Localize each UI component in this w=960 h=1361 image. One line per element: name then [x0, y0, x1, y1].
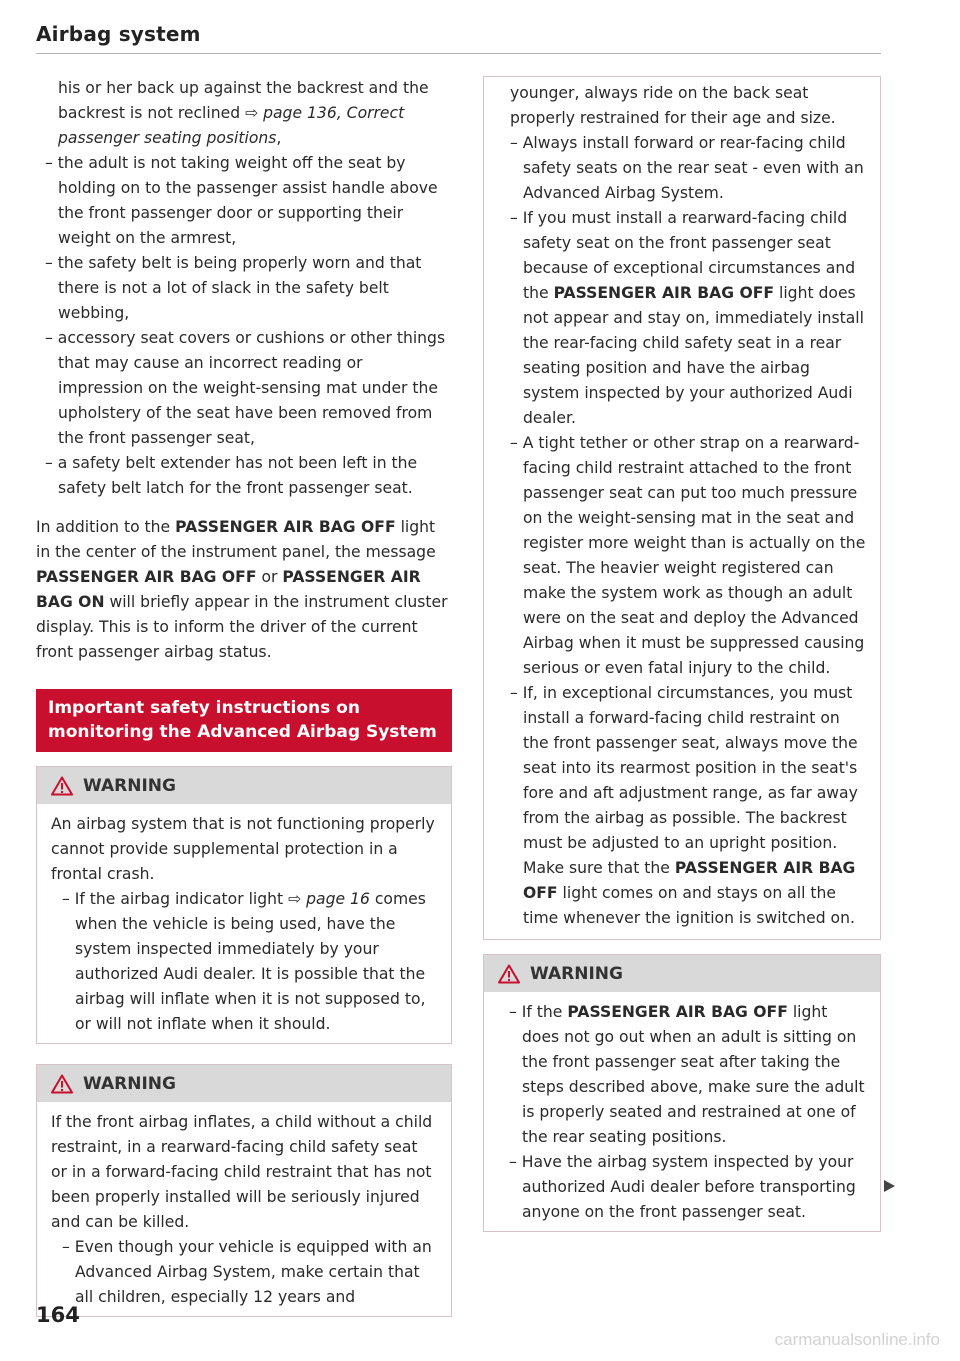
- punctuation: ,: [276, 129, 282, 147]
- warning-item-text: Have the airbag system inspected by your authorized Audi dealer before transporting anyone on the front passenger seat.: [521, 1153, 856, 1221]
- warning-box: [483, 954, 881, 1232]
- warning-list-item: – If the airbag indicator light ⇨ page 16 comes when the vehicle is being used, have the system inspected immediately by your authorized Audi dealer. It is possible that the airbag will inflate when it is not supposed to, or will not inflate when it should.: [62, 890, 426, 1033]
- header-rule: [36, 53, 881, 54]
- bold-label: PASSENGER AIR BAG OFF: [523, 859, 856, 902]
- warning-list-item: – A tight tether or other strap on a rearward-facing child restraint attached to the front passenger seat can put too much pressure on the weight-sensing mat in the seat and register more weight than is actually on the seat. The heavier weight registered can make the system work as though an adult were on the seat and deploy the Advanced Airbag when it must be suppressed causing serious or even fatal injury to the child.: [510, 434, 866, 677]
- page-reference-link[interactable]: ⇨ page 136, Correct passenger seating positions: [58, 104, 405, 147]
- right-column: [483, 76, 881, 1252]
- status-paragraph: [36, 515, 452, 665]
- watermark: carmanualsonline.info: [774, 1330, 940, 1349]
- warning-list-item: – If the PASSENGER AIR BAG OFF light does not go out when an adult is sitting on the front passenger seat after taking the steps described above, make sure the adult is properly seated and restrained at one of the rear seating positions.: [509, 1003, 865, 1146]
- warning-body: [37, 804, 451, 1043]
- warning-list-item: – Always install forward or rear-facing child safety seats on the rear seat - even with an Advanced Airbag System.: [510, 134, 864, 202]
- warning-item-text: A tight tether or other strap on a rearward-facing child restraint attached to the front passenger seat can put too much pressure on the weight-sensing mat in the seat and register more weight than is actually on the seat. The heavier weight registered can make the system work as though an adult were on the seat and deploy the Advanced Airbag when it must be suppressed causing serious or even fatal injury to the child.: [522, 434, 866, 677]
- paragraph-text: In addition to the: [36, 518, 171, 536]
- warning-item-text: If, in exceptional circumstances, you must install a forward-facing child restraint on the front passenger seat, always move the seat into its rearmost position in the seat's fore and aft adjustment range, as far away from the airbag as possible. The backrest must be adjusted to an upright position. Make sure that the: [522, 684, 858, 877]
- warning-text: If the front airbag inflates, a child without a child restraint, in a rearward-facing child safety seat or in a forward-facing child restraint that has not been properly installed will be seriously injured and can be killed.: [51, 1113, 433, 1231]
- warning-item-text: If you must install a rearward-facing child safety seat on the front passenger seat because of exceptional circumstances and the: [522, 209, 856, 302]
- warning-triangle-icon: [51, 776, 73, 796]
- page-number: 164: [36, 1303, 80, 1327]
- subsection-heading: Important safety instructions on monitoring the Advanced Airbag System: [36, 689, 452, 752]
- bold-label: PASSENGER AIR BAG OFF: [553, 284, 775, 302]
- warning-title: WARNING: [83, 1074, 176, 1094]
- warning-triangle-icon: [498, 964, 520, 984]
- bold-label: PASSENGER AIR BAG OFF: [36, 568, 257, 586]
- warning-item-text: Even though your vehicle is equipped with an Advanced Airbag System, make certain that all children, especially 12 years and: [74, 1238, 432, 1306]
- warning-header: [484, 955, 880, 992]
- list-item-text: accessory seat covers or cushions or other things that may cause an incorrect reading or impression on the weight-sensing mat under the upholstery of the seat have been removed from the front passenger seat,: [57, 329, 446, 447]
- warning-body: [484, 992, 880, 1231]
- warning-continuation: [483, 76, 881, 940]
- warning-list-item: – If, in exceptional circumstances, you must install a forward-facing child restraint on the front passenger seat, always move the seat into its rearmost position in the seat's fore and aft adjustment range, as far away from the airbag as possible. The backrest must be adjusted to an upright position. Make sure that the PASSENGER AIR BAG OFF light comes on and stays on all the time whenever the ignition is switched on.: [510, 684, 858, 927]
- paragraph-text: or: [261, 568, 278, 586]
- list-item-text: the safety belt is being properly worn and that there is not a lot of slack in the safety belt webbing,: [57, 254, 422, 322]
- left-column: [36, 76, 452, 1317]
- bold-label: PASSENGER AIR BAG ON: [36, 568, 421, 611]
- continued-line: his or her back up against the backrest and the backrest is not reclined: [58, 79, 429, 122]
- warning-title: WARNING: [530, 964, 623, 984]
- warning-item-text: light does not go out when an adult is sitting on the front passenger seat after taking the steps described above, make sure the adult is properly seated and restrained at one of the rear seating positions.: [522, 1003, 865, 1146]
- bold-label: PASSENGER AIR BAG OFF: [567, 1003, 788, 1021]
- list-item-text: a safety belt extender has not been left in the safety belt latch for the front passenger seat.: [57, 454, 418, 497]
- warning-item-text: Always install forward or rear-facing child safety seats on the rear seat - even with an Advanced Airbag System.: [522, 134, 864, 202]
- list-item: – the adult is not taking weight off the seat by holding on to the passenger assist handle above the front passenger door or supporting their weight on the armrest,: [45, 154, 438, 247]
- warning-title: WARNING: [83, 776, 176, 796]
- list-item-text: the adult is not taking weight off the seat by holding on to the passenger assist handle above the front passenger door or supporting their weight on the armrest,: [57, 154, 438, 247]
- continued-text: [36, 76, 452, 151]
- warning-item-text: If the airbag indicator light: [74, 890, 284, 908]
- continue-arrow-icon: [884, 1180, 895, 1192]
- warning-header: [37, 1065, 451, 1102]
- warning-list-item: – Even though your vehicle is equipped with an Advanced Airbag System, make certain that all children, especially 12 years and: [62, 1238, 432, 1306]
- warning-text: An airbag system that is not functioning properly cannot provide supplemental protection in a frontal crash.: [51, 815, 435, 883]
- warning-box: [36, 766, 452, 1044]
- warning-item-text: comes when the vehicle is being used, have the system inspected immediately by your authorized Audi dealer. It is possible that the airbag will inflate when it is not supposed to, or will not inflate when it should.: [75, 890, 426, 1033]
- paragraph-text: light in the center of the instrument panel, the message: [36, 518, 436, 561]
- warning-item-text: light comes on and stays on all the time whenever the ignition is switched on.: [523, 884, 855, 927]
- warning-item-text: If the: [521, 1003, 563, 1021]
- warning-list-item: – Have the airbag system inspected by your authorized Audi dealer before transporting anyone on the front passenger seat.: [509, 1153, 856, 1221]
- warning-box: [36, 1064, 452, 1317]
- list-item: – a safety belt extender has not been left in the safety belt latch for the front passenger seat.: [45, 454, 418, 497]
- page-reference-link[interactable]: ⇨ page 16: [288, 890, 370, 908]
- continued-text: younger, always ride on the back seat properly restrained for their age and size.: [510, 84, 836, 127]
- spacer: [36, 501, 452, 515]
- list-item: – accessory seat covers or cushions or other things that may cause an incorrect reading or impression on the weight-sensing mat under the upholstery of the seat have been removed from the front passenger seat,: [45, 329, 446, 447]
- warning-item-text: light does not appear and stay on, immediately install the rear-facing child safety seat in a rear seating position and have the airbag system inspected by your authorized Audi dealer.: [523, 284, 864, 427]
- warning-header: [37, 767, 451, 804]
- section-title: Airbag system: [36, 22, 201, 46]
- bold-label: PASSENGER AIR BAG OFF: [175, 518, 396, 536]
- warning-triangle-icon: [51, 1074, 73, 1094]
- warning-body: [37, 1102, 451, 1316]
- list-item: – the safety belt is being properly worn and that there is not a lot of slack in the safety belt webbing,: [45, 254, 422, 322]
- paragraph-text: will briefly appear in the instrument cluster display. This is to inform the driver of the current front passenger airbag status.: [36, 593, 448, 661]
- warning-list-item: – If you must install a rearward-facing child safety seat on the front passenger seat because of exceptional circumstances and the PASSENGER AIR BAG OFF light does not appear and stay on, immediately install the rear-facing child safety seat in a rear seating position and have the airbag system inspected by your authorized Audi dealer.: [510, 209, 864, 427]
